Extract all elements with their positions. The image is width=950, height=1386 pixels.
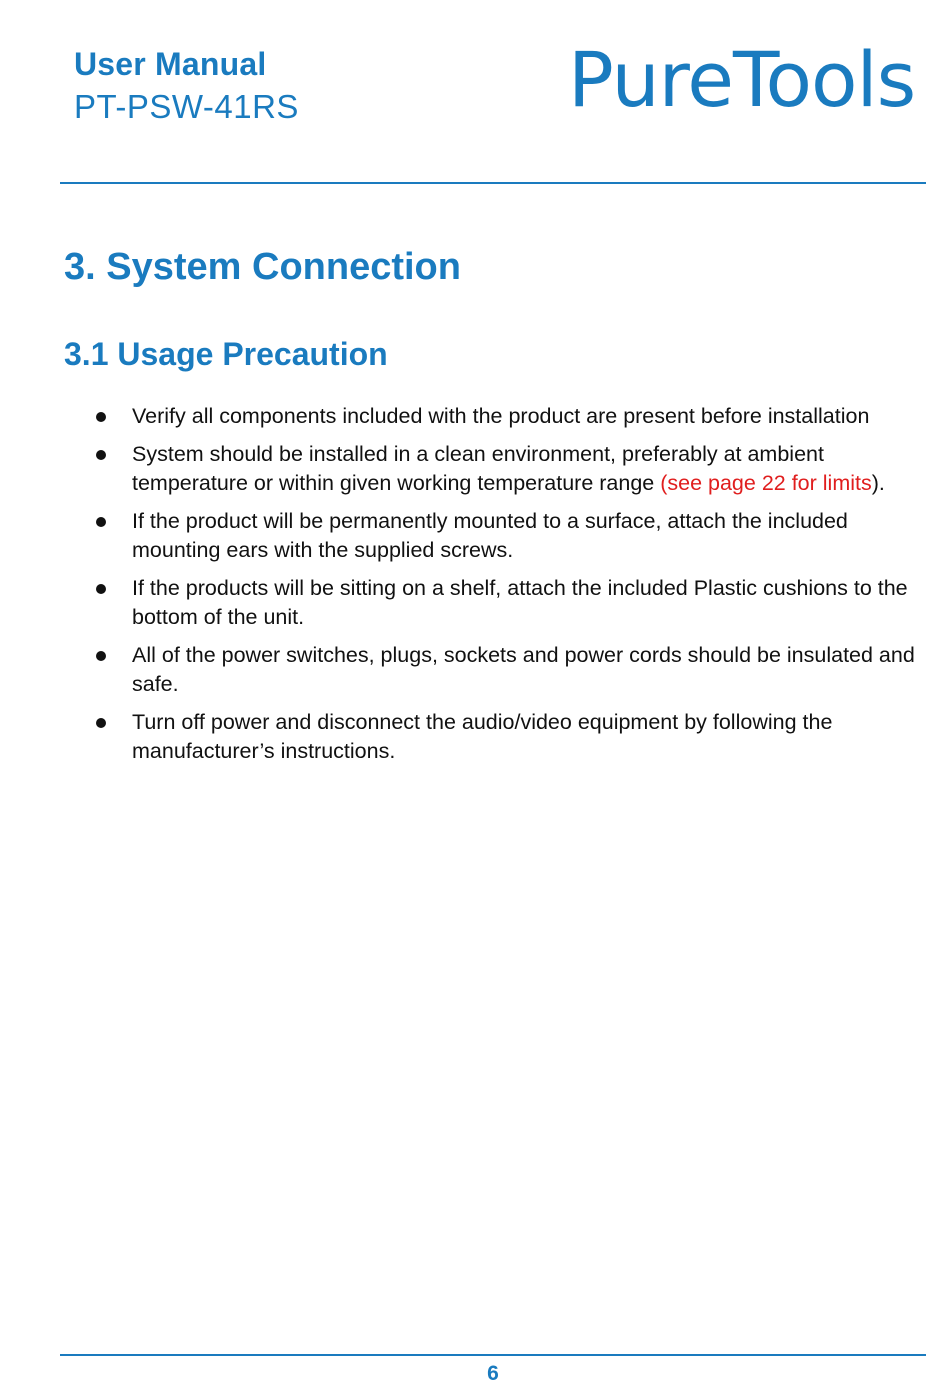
product-model: PT-PSW-41RS [74,88,299,125]
bullet-icon [96,584,106,594]
list-item-text: Verify all components included with the product are present before installation [132,404,870,428]
page-number: 6 [487,1362,499,1385]
section-heading: 3. System Connection [64,246,461,288]
list-item [96,507,926,566]
list-item-text: All of the power switches, plugs, sockets and power cords should be insulated and safe. [132,642,915,696]
bullet-icon [96,651,106,661]
page-reference-link[interactable]: (see page 22 for limits [660,471,872,495]
list-item-text: Turn off power and disconnect the audio/video equipment by following the manufacturer’s instructions. [132,709,833,763]
list-item [96,440,926,499]
list-item [96,402,926,432]
list-item [96,574,926,633]
list-item-text: If the product will be permanently mounted to a surface, attach the included mounting ears with the supplied screws. [132,508,848,562]
bullet-icon [96,412,106,422]
footer-divider [60,1354,926,1356]
list-item [96,708,926,767]
bullet-icon [96,718,106,728]
list-item-text: If the products will be sitting on a shelf, attach the included Plastic cushions to the bottom of the unit. [132,575,908,629]
document-title: User Manual [74,46,267,82]
precaution-list [96,402,926,775]
logo-wordmark: PureTools [568,35,916,124]
bullet-icon [96,517,106,527]
puretools-logo [568,35,916,124]
header-divider [60,182,926,184]
list-item [96,641,926,700]
list-item-text-end: ). [871,471,885,495]
list-item-text: System should be installed in a clean environment, preferably at ambient temperature or within given working temperature range [132,441,824,495]
subsection-heading: 3.1 Usage Precaution [64,336,388,372]
bullet-icon [96,450,106,460]
